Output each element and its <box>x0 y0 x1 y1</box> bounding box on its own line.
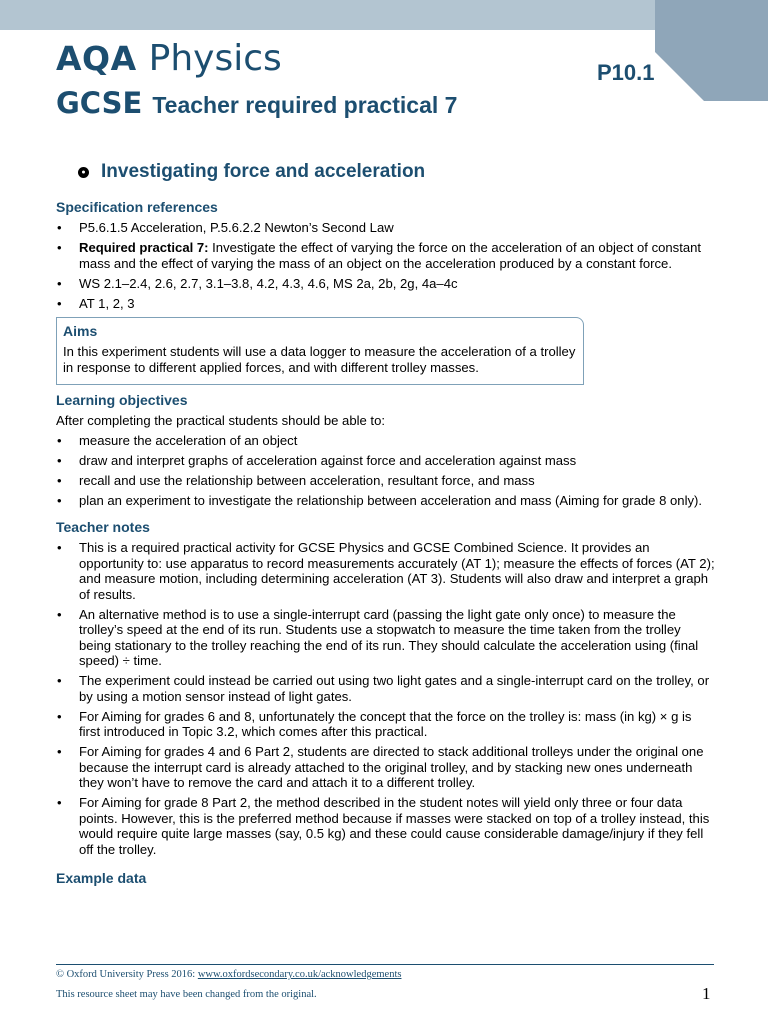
list-item: • measure the acceleration of an object <box>56 433 716 449</box>
page-title-text: Investigating force and acceleration <box>101 161 426 182</box>
footer-divider <box>56 964 714 965</box>
list-item: • For Aiming for grades 4 and 6 Part 2, students are directed to stack additional trolleys under the original one because the interrupt card is already attached to the original trolley, and by stacking new ones underneath they won’t have to remove the card and attach it to a different trolley. <box>56 744 716 791</box>
acknowledgements-link[interactable]: www.oxfordsecondary.co.uk/acknowledgements <box>197 969 402 980</box>
list-item: • Required practical 7: Investigate the effect of varying the force on the acceleration of an object of constant mass and the effect of varying the mass of an object on the acceleration produced by a constant force. <box>56 240 716 271</box>
practical-code: P10.1 <box>597 60 655 85</box>
list-item: • WS 2.1–2.4, 2.6, 2.7, 3.1–3.8, 4.2, 4.3, 4.6, MS 2a, 2b, 2g, 4a–4c <box>56 276 716 292</box>
aims-text: In this experiment students will use a data logger to measure the acceleration of a trolley in response to different applied forces, and with different trolley masses. <box>63 344 576 375</box>
list-item: • recall and use the relationship between acceleration, resultant force, and mass <box>56 473 716 489</box>
page-title <box>78 161 425 183</box>
teacher-notes-list <box>56 540 716 857</box>
bullet-icon: ● <box>78 167 89 178</box>
objectives-heading: Learning objectives <box>56 392 188 408</box>
spec-heading: Specification references <box>56 199 218 215</box>
spec-list <box>56 220 716 311</box>
list-item: • plan an experiment to investigate the relationship between acceleration and mass (Aiming for grade 8 only). <box>56 493 716 509</box>
list-item: • The experiment could instead be carried out using two light gates and a single-interrupt card on the trolley, or by using a motion sensor instead of light gates. <box>56 673 716 704</box>
page-number: 1 <box>702 984 711 1003</box>
list-item: • P5.6.1.5 Acceleration, P.5.6.2.2 Newton’s Second Law <box>56 220 716 236</box>
example-data-heading: Example data <box>56 870 147 886</box>
objectives-intro: After completing the practical students should be able to: <box>56 413 385 428</box>
aims-box <box>56 317 584 385</box>
list-item: • For Aiming for grade 8 Part 2, the method described in the student notes will yield only three or four data points. However, this is the preferred method because if masses were stacked on top of a trolley instead, this would require quite large masses (say, 0.5 kg) and these could cause considerable damage/injury if they fell off the trolley. <box>56 795 716 857</box>
brand-subject: Physics <box>148 38 282 79</box>
list-item: • For Aiming for grades 6 and 8, unfortunately the concept that the force on the trolley is: mass (in kg) × g is first introduced in Topic 3.2, which comes after this practical. <box>56 709 716 740</box>
teacher-notes-heading: Teacher notes <box>56 519 150 535</box>
brand-logo-aqa: AQA <box>56 39 137 78</box>
footer-copyright: © Oxford University Press 2016: www.oxfordsecondary.co.uk/acknowledgements <box>56 969 402 980</box>
brand-level: GCSE <box>56 86 143 120</box>
list-item: • AT 1, 2, 3 <box>56 296 716 312</box>
footer-note: This resource sheet may have been changed from the original. <box>56 989 317 1000</box>
brand-header <box>56 38 457 120</box>
list-item: • An alternative method is to use a single-interrupt card (passing the light gate only once) to measure the trolley’s speed at the end of its run. Students use a stopwatch to measure the time taken from the trolley being stationary to the trolley reaching the end of its run. They should calculate the acceleration using (final speed) ÷ time. <box>56 607 716 669</box>
objectives-list <box>56 433 716 509</box>
page-subtitle: Teacher required practical 7 <box>152 92 458 118</box>
list-item: • draw and interpret graphs of acceleration against force and acceleration against mass <box>56 453 716 469</box>
list-item: • This is a required practical activity for GCSE Physics and GCSE Combined Science. It provides an opportunity to: use apparatus to record measurements accurately (AT 1); measure the effects of forces (AT 2); and measure motion, including determining acceleration (AT 3). Students will also draw and interpret a graph of results. <box>56 540 716 602</box>
document-body <box>56 198 716 891</box>
aims-heading: Aims <box>63 323 98 339</box>
